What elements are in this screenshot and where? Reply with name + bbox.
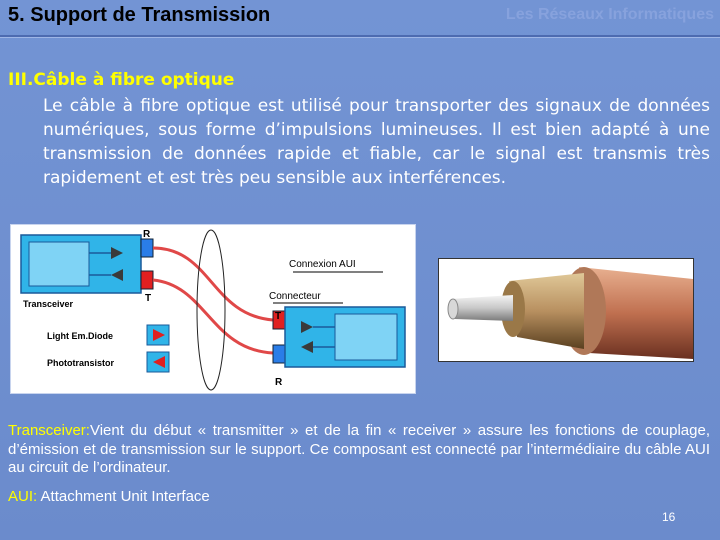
label-connecteur: Connecteur <box>269 291 321 302</box>
section-paragraph: Le câble à fibre optique est utilisé pour transporter des signaux de données numériques, sous forme d’impulsions lumineuses. Il est bien adapté à une transmission de données rapide et fiable, car le signal est transmis très rapidement et est très peu sensible aux interférences. <box>43 96 710 188</box>
cable-core-tip <box>448 299 458 319</box>
section-heading: III.Câble à fibre optique <box>8 70 235 90</box>
transceiver-term: Transceiver: <box>8 422 90 439</box>
header-divider-highlight <box>0 37 720 38</box>
label-t-top: T <box>145 293 152 304</box>
transceiver-description: Vient du début « transmitter » et de la fin « receiver » assure les fonctions de couplage, d’émission et de transmission sur le support. Ce composant est connecté par l’intermédiaire du câble AUI au circuit de l’ordinateur. <box>8 422 710 476</box>
right-connector-r <box>273 345 285 363</box>
label-transceiver: Transceiver <box>23 299 74 309</box>
fiber-cable-photo <box>438 258 694 362</box>
transceiver-definition <box>8 422 710 478</box>
aui-description: Attachment Unit Interface <box>37 488 210 505</box>
cable-fiber-core <box>451 295 513 321</box>
label-r-top: R <box>143 229 151 240</box>
transceiver-diagram-svg <box>11 225 415 393</box>
left-transceiver-inner <box>29 242 89 286</box>
aui-term: AUI: <box>8 488 38 505</box>
transceiver-diagram <box>10 224 416 394</box>
aui-definition <box>8 488 210 505</box>
fiber-cable-illustration <box>439 259 693 361</box>
label-r-bottom: R <box>275 377 283 388</box>
label-t-bottom: T <box>275 311 282 322</box>
page-number: 16 <box>662 510 676 524</box>
right-transceiver-inner <box>335 314 397 360</box>
left-connector-r <box>141 239 153 257</box>
left-connector-t <box>141 271 153 289</box>
label-phototransistor: Phototransistor <box>47 358 115 368</box>
slide-subtitle: Les Réseaux Informatiques <box>505 6 714 23</box>
slide-title: 5. Support de Transmission <box>8 4 271 26</box>
label-light-diode: Light Em.Diode <box>47 331 113 341</box>
label-connexion-aui: Connexion AUI <box>289 259 356 270</box>
